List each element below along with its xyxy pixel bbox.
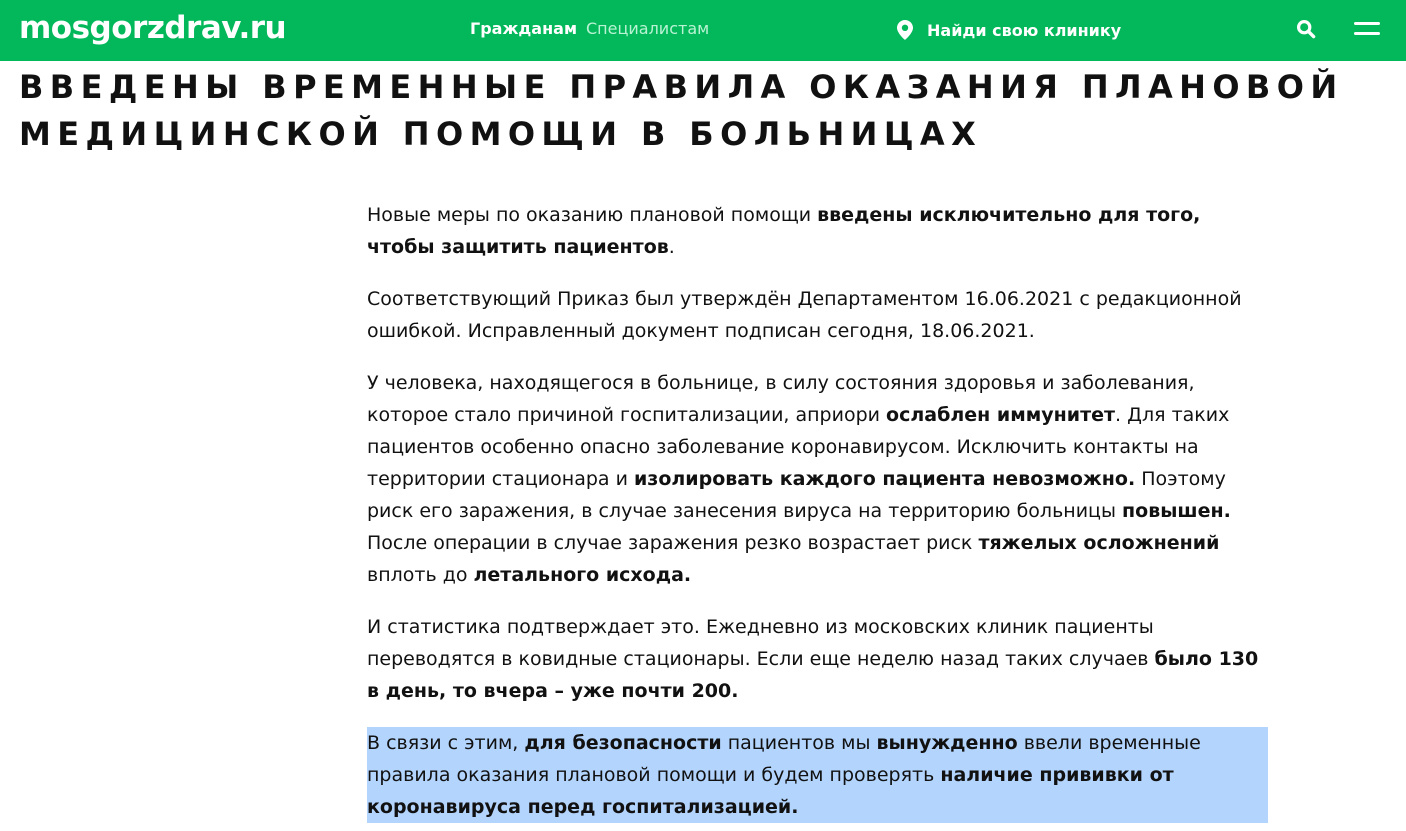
text-run: вплоть до: [367, 564, 474, 586]
bold-text-run: было 130 в день, то вчера – уже почти 200.: [367, 648, 1259, 702]
find-clinic-link[interactable]: [897, 17, 1121, 43]
text-run: Новые меры по оказанию плановой помощи: [367, 204, 818, 226]
text-run: Поэтому риск его заражения, в случае занесения вируса на территорию больницы: [367, 468, 1226, 522]
article-paragraph: [367, 727, 1268, 823]
bold-text-run: для безопасности: [524, 732, 722, 754]
search-icon[interactable]: [1296, 19, 1316, 43]
bold-text-run: повышен.: [1122, 500, 1231, 522]
article-paragraph: [367, 283, 1268, 347]
bold-text-run: летального исхода.: [473, 564, 692, 586]
text-run: пациентов мы: [721, 732, 877, 754]
nav-link-specialists[interactable]: Специалистам: [586, 19, 710, 38]
text-run: Соответствующий Приказ был утверждён Департаментом 16.06.2021 с редакционной ошибкой. Исправленный документ подписан сегодня, 18.06.2021.: [367, 288, 1242, 342]
bold-text-run: вынужденно: [876, 732, 1018, 754]
text-run: . Для таких пациентов особенно опасно заболевание коронавирусом. Исключить контакты на территории стационара и: [367, 404, 1230, 490]
article-title: ВВЕДЕНЫ ВРЕМЕННЫЕ ПРАВИЛА ОКАЗАНИЯ ПЛАНОВОЙ МЕДИЦИНСКОЙ ПОМОЩИ В БОЛЬНИЦАХ: [19, 68, 1344, 153]
top-navigation-bar: [0, 0, 1406, 61]
text-run: После операции в случае заражения резко возрастает риск: [367, 532, 979, 554]
bold-text-run: тяжелых осложнений: [978, 532, 1220, 554]
article-paragraph: [367, 199, 1268, 263]
article-paragraph: [367, 611, 1268, 707]
menu-icon[interactable]: [1354, 21, 1380, 41]
site-logo[interactable]: mosgorzdrav.ru: [19, 10, 287, 46]
article-body: [367, 199, 1268, 823]
text-run: У человека, находящегося в больнице, в силу состояния здоровья и заболевания, которое стало причиной госпитализации, априори: [367, 372, 1195, 426]
bold-text-run: введены исключительно для того, чтобы защитить пациентов: [367, 204, 1201, 258]
bold-text-run: ослаблен иммунитет: [886, 404, 1116, 426]
bold-text-run: изолировать каждого пациента невозможно.: [633, 468, 1136, 490]
text-run: .: [668, 236, 675, 258]
nav-link-citizens[interactable]: Гражданам: [470, 19, 578, 38]
article-paragraph: [367, 367, 1268, 591]
find-clinic-label: Найди свою клинику: [927, 20, 1122, 40]
text-run: ввели временные правила оказания плановой помощи и будем проверять: [367, 732, 1201, 786]
text-run: И статистика подтверждает это. Ежедневно из московских клиник пациенты переводятся в ковидные стационары. Если еще неделю назад таких случаев: [367, 616, 1155, 670]
map-pin-icon: [897, 20, 913, 40]
bold-text-run: наличие прививки от коронавируса перед госпитализацией.: [367, 764, 1174, 818]
text-run: В связи с этим,: [367, 732, 525, 754]
